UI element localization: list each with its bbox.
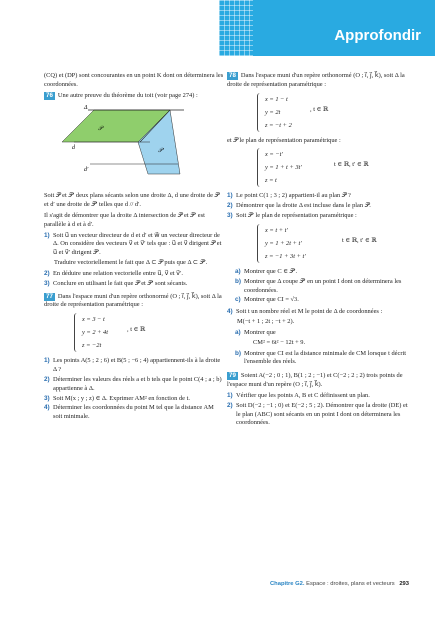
exercise-76-q1b: Traduire vectoriellement le fait que Δ ⊂ 𝒫 puis que Δ ⊂ 𝒫′. <box>54 259 208 267</box>
exercise-77-statement <box>44 293 224 311</box>
exercise-78-q4: 4) Soit t un nombre réel et M le point de Δ de coordonnées : <box>227 308 383 316</box>
exercise-76-goal: Il s'agit de démontrer que la droite Δ intersection de 𝒫 et 𝒫′ est parallèle à d et à d′. <box>44 211 205 228</box>
label-p-prime: 𝒫′ <box>158 148 164 155</box>
left-column <box>44 72 224 423</box>
exercise-78-mid: et 𝒫 le plan de représentation paramétrique : <box>227 136 341 144</box>
exercise-78-system-2: x = −t′ y = 1 + t + 3t′ z = t t ∈ ℝ, t′ ∈ ℝ <box>257 148 409 187</box>
exercise-78-text: Dans l'espace muni d'un repère orthonormé (O ; i⃗, j⃗, k⃗), soit Δ la droite de représentation paramétrique : <box>227 72 405 88</box>
label-p: 𝒫 <box>98 126 103 133</box>
exercise-78-q3a: a) Montrer que C ∈ 𝒫′. <box>235 267 298 275</box>
page-footer <box>0 581 409 589</box>
banner-grid-pattern <box>219 0 253 56</box>
exercise-78-q1: 1) Le point C(1 ; 3 ; 2) appartient-il au plan 𝒫 ? <box>227 192 351 200</box>
exercise-77-q4: 4) Déterminer les coordonnées du point M tel que la distance AM soit minimale. <box>44 404 214 421</box>
exercise-79-number: 79 <box>229 372 236 380</box>
exercise-78-q4a-formula: CM² = 6t² − 12t + 9. <box>253 338 306 346</box>
exercise-78-q3b: b) Montrer que Δ coupe 𝒫′ en un point I dont on déterminera les coordonnées. <box>235 277 402 294</box>
exercise-79-q1: 1) Vérifier que les points A, B et C définissent un plan. <box>227 391 370 399</box>
intro-text: (CQ) et (DP) sont concourantes en un point K dont on déterminera les coordonnées. <box>44 72 224 88</box>
exercise-78-system-1: x = 1 − t y = 2t z = −t + 2 , t ∈ ℝ <box>257 93 409 132</box>
footer-chapter: Chapitre G2. <box>270 581 305 587</box>
label-delta: Δ <box>84 105 88 112</box>
exercise-79-text: Soient A(−2 ; 0 ; 1), B(1 ; 2 ; −1) et C(−2 ; 2 ; 2) trois points de l'espace muni d'un repère (O ; i⃗, j⃗, k⃗). <box>227 372 403 389</box>
exercise-76-q1: 1) Soit u⃗ un vecteur directeur de d et d′ et w⃗ un vecteur directeur de Δ. On considère des vecteurs v⃗ et v⃗′ tels que : u⃗ et v⃗ dirigent 𝒫 et u⃗ et v⃗′ dirigent 𝒫′. <box>44 231 222 257</box>
banner-title: Approfondir <box>334 27 421 44</box>
exercise-78-q3c: c) Montrer que CI = √3. <box>235 296 299 304</box>
exercise-78-q4-point: M(−t + 1 ; 2t ; −t + 2). <box>237 318 295 326</box>
exercise-77-q2: 2) Déterminer les valeurs des réels a et b tels que le point C(4 ; a ; b) appartienne à Δ. <box>44 375 222 392</box>
exercise-78-statement <box>227 72 409 90</box>
page-number: 293 <box>399 581 409 587</box>
right-column <box>227 72 409 429</box>
label-d: d <box>72 145 75 152</box>
exercise-77-number: 77 <box>46 292 53 300</box>
exercise-79-statement <box>227 372 409 390</box>
exercise-76-text: Une autre preuve du théorème du toit (voir page 274) : <box>57 91 198 99</box>
exercise-79-q2: 2) Soit D(−2 ; −1 ; 0) et E(−2 ; 5 ; 2). Démontrer que la droite (DE) et le plan (ABC) sont sécants en un point I dont on déterminera les coordonnées. <box>227 401 408 427</box>
exercise-78-q4a: a) Montrer que <box>235 328 276 336</box>
chapter-banner <box>219 0 435 56</box>
exercise-76-number: 76 <box>46 91 53 99</box>
exercise-77-text: Dans l'espace muni d'un repère orthonormé (O ; i⃗, j⃗, k⃗), soit Δ la droite de représentation paramétrique : <box>44 292 222 309</box>
exercise-77-q1: 1) Les points A(5 ; 2 ; 6) et B(5 ; −6 ; 4) appartiennent-ils à la droite Δ ? <box>44 357 221 374</box>
roof-theorem-figure <box>50 104 200 184</box>
exercise-78-number: 78 <box>229 72 236 79</box>
exercise-76-q2: 2) En déduire une relation vectorielle entre u⃗, v⃗ et v⃗′. <box>44 269 183 277</box>
footer-title: Espace : droites, plans et vecteurs <box>306 581 395 587</box>
exercise-78-q4b: b) Montrer que CI est la distance minimale de CM lorsque t décrit l'ensemble des réels. <box>235 349 407 366</box>
exercise-78-system-3: x = t + t′ y = 1 + 2t + t′ z = −1 + 3t + t′ t ∈ ℝ, t′ ∈ ℝ <box>257 224 409 263</box>
exercise-78-q3: 3) Soit 𝒫′ le plan de représentation paramétrique : <box>227 212 357 220</box>
exercise-76-statement <box>44 92 224 101</box>
exercise-76-setup: Soit 𝒫 et 𝒫′ deux plans sécants selon une droite Δ, d une droite de 𝒫 et d′ une droite de 𝒫′ telles que d // d′. <box>44 192 220 209</box>
exercise-78-q2: 2) Démontrer que la droite Δ est incluse dans le plan 𝒫. <box>227 202 371 210</box>
label-d-prime: d′ <box>84 167 89 174</box>
exercise-76-q3: 3) Conclure en utilisant le fait que 𝒫 et 𝒫′ sont sécants. <box>44 279 188 287</box>
exercise-77-q3: 3) Soit M(x ; y ; z) ∈ Δ. Exprimer AM² en fonction de t. <box>44 394 190 402</box>
exercise-77-system: x = 3 − t y = 2 + 4t z = −2t , t ∈ ℝ <box>74 313 224 352</box>
